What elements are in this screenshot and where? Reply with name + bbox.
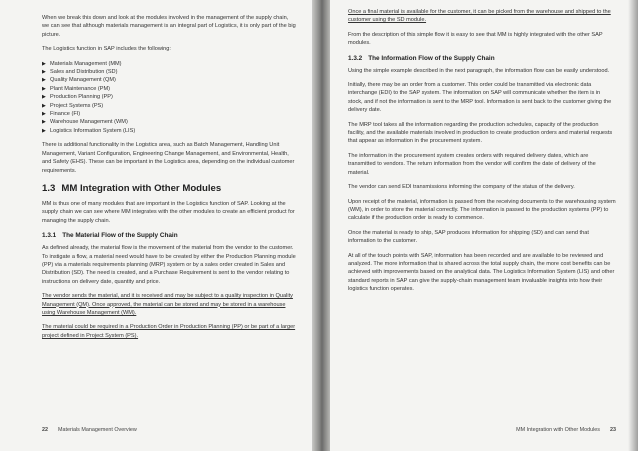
section-title: MM Integration with Other Modules — [61, 182, 222, 194]
triangle-bullet-icon: ▶ — [42, 102, 46, 109]
info-paragraph-2: The MRP tool takes all the information regarding the production schedules, capacity of the production facility, and the available materials involved in production to create production orders and material requests that appear as information in the procurement system. — [348, 121, 613, 145]
info-paragraph-5: Upon receipt of the material, information is passed from the receiving documents to the warehousing system (WM), in order to store the material correctly. The information is passed to the production systems (PP) to calculate if the production order is ready to commence. — [348, 198, 616, 222]
flow-paragraph-2: The vendor sends the material, and it is received and may be subject to a quality inspection in Quality Management (QM). Once approved, the material can be stored and may be stored in a warehouse using Warehouse Management (WM). — [42, 293, 293, 316]
list-item-label: Warehouse Management (WM) — [50, 119, 128, 126]
page-number: 22 — [42, 427, 48, 433]
running-title: MM Integration with Other Modules — [516, 427, 600, 433]
subsection-heading — [348, 54, 616, 63]
info-paragraph-7: At all of the touch points with SAP, information has been recorded and are available to be reviewed and analyzed. The more information that is shared across the total supply chain, the more cost benefits can be achieved with improvements based on the analytical data. The Logistics Information System (LIS) and other standard reports in SAP can give the supply-chain management team invaluable insights into how their logistics function operates. — [348, 252, 615, 293]
additional-paragraph: There is additional functionality in the Logistics area, such as Batch Management, Handling Unit Management, Variant Configuration, Engineering Change Management, and Environmental, Health, and Safety (EHS). These can be important in the Logistics area, depending on the individual customer requirements. — [42, 142, 295, 174]
section-heading — [42, 183, 296, 195]
page-number: 23 — [610, 427, 616, 433]
subsection-number: 1.3.1 — [42, 232, 57, 240]
triangle-bullet-icon: ▶ — [42, 127, 46, 134]
page-edge-shadow — [628, 0, 638, 451]
list-item — [42, 102, 296, 110]
triangle-bullet-icon: ▶ — [42, 85, 46, 92]
book-gutter — [312, 0, 330, 451]
list-item-label: Logistics Information System (LIS) — [50, 127, 136, 134]
subsection-title: The Material Flow of the Supply Chain — [62, 232, 178, 240]
list-item — [42, 60, 296, 68]
summary-paragraph: From the description of this simple flow it is easy to see that MM is highly integrated with the other SAP modules. — [348, 31, 603, 47]
triangle-bullet-icon: ▶ — [42, 60, 46, 67]
info-intro: Using the simple example described in the next paragraph, the information flow can be easily understood. — [348, 67, 610, 74]
triangle-bullet-icon: ▶ — [42, 111, 46, 118]
list-item-label: Sales and Distribution (SD) — [50, 69, 118, 76]
right-footer — [516, 427, 616, 433]
section-intro: MM is thus one of many modules that are important in the Logistics function of SAP. Looking at the supply chain we can see where MM integrates with the other modules to create an efficient product for managing the supply chain. — [42, 200, 295, 224]
subsection-heading — [42, 231, 296, 240]
triangle-bullet-icon: ▶ — [42, 77, 46, 84]
list-item — [42, 127, 296, 135]
list-item-label: Project Systems (PS) — [50, 102, 104, 109]
functions-lead: The Logistics function in SAP includes the following: — [42, 46, 171, 53]
list-item-label: Materials Management (MM) — [50, 60, 122, 67]
info-paragraph-1: Initially, there may be an order from a customer. This order could be transmitted via electronic data interchange (EDI) to the SAP system. The information on SAP will communicate whether the item is in stock, and if not the information is sent to the MRP tool. Information is sent back to the customer giving the delivery date. — [348, 82, 612, 114]
list-item — [42, 85, 296, 93]
functions-list — [42, 60, 296, 136]
left-footer — [42, 427, 137, 433]
list-item — [42, 93, 296, 101]
list-item — [42, 76, 296, 84]
info-paragraph-4: The vendor can send EDI transmissions informing the company of the status of the delivery. — [348, 184, 575, 191]
intro-paragraph: When we break this down and look at the modules involved in the management of the supply chain, we can see that although materials management is an integral part of Logistics, it is only part of the big picture. — [42, 15, 296, 38]
flow-paragraph-1: As defined already, the material flow is the movement of the material from the vendor to the customer. To instigate a flow, a material need would have to be created by either the Production Planning module (PP) via a materials requirements planning (MRP) system or by a sales order created in Sales and Distribution (SD). The need is created, and a Purchase Requirement is sent to the vendor relating to instructions on delivery date, quantity and price. — [42, 245, 296, 285]
section-number: 1.3 — [42, 182, 56, 194]
right-page — [330, 0, 638, 451]
continued-paragraph: Once a final material is available for the customer, it can be picked from the warehouse and shipped to the customer using the SD module. — [348, 9, 611, 24]
list-item-label: Plant Maintenance (PM) — [50, 85, 111, 92]
triangle-bullet-icon: ▶ — [42, 119, 46, 126]
info-paragraph-6: Once the material is ready to ship, SAP produces information for shipping (SD) and can send that information to the customer. — [348, 229, 589, 245]
list-item-label: Quality Management (QM) — [50, 77, 116, 84]
subsection-number: 1.3.2 — [348, 54, 363, 62]
triangle-bullet-icon: ▶ — [42, 94, 46, 101]
running-title: Materials Management Overview — [58, 427, 137, 433]
list-item — [42, 118, 296, 126]
list-item-label: Production Planning (PP) — [50, 94, 113, 101]
info-paragraph-3: The information in the procurement system creates orders with required delivery dates, which are transmitted to vendors. The return information from the vendor will confirm the date of delivery of the material. — [348, 152, 596, 176]
subsection-title: The Information Flow of the Supply Chain — [368, 54, 495, 62]
list-item — [42, 68, 296, 76]
flow-paragraph-3: The material could be required in a Production Order in Production Planning (PP) or be part of a larger project defined in Project System (PS). — [42, 324, 296, 339]
list-item — [42, 110, 296, 118]
triangle-bullet-icon: ▶ — [42, 69, 46, 76]
left-page — [0, 0, 312, 451]
list-item-label: Finance (FI) — [50, 111, 81, 118]
